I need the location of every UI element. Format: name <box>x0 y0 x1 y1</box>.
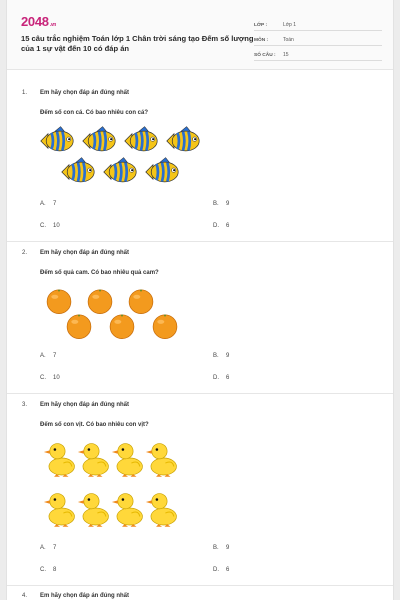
question-text: Đếm số quả cam. Có bao nhiêu quả cam? <box>40 270 159 276</box>
fish-icon <box>165 126 201 156</box>
duck-icon <box>111 487 145 529</box>
question-number: 4. <box>22 593 28 599</box>
answer-option-c[interactable]: C. 10 <box>40 375 60 381</box>
answer-option-a[interactable]: A. 7 <box>40 545 57 551</box>
answer-option-c[interactable]: C. 8 <box>40 567 57 573</box>
orange-icon <box>150 312 180 340</box>
meta-value: Toán <box>283 37 294 43</box>
answer-option-b[interactable]: B. 9 <box>213 545 230 551</box>
answer-option-a[interactable]: A. 7 <box>40 201 57 207</box>
duck-icon <box>145 487 179 529</box>
answer-option-a[interactable]: A. 7 <box>40 353 57 359</box>
duck-icon <box>145 437 179 479</box>
question-prompt: Em hãy chọn đáp án đúng nhất <box>40 90 130 96</box>
fish-icon <box>81 126 117 156</box>
meta-row-subject <box>254 31 382 46</box>
meta-row-grade <box>254 16 382 31</box>
meta-label: MÔN : <box>254 38 269 43</box>
question-divider <box>7 393 394 394</box>
answer-option-c[interactable]: C. 10 <box>40 223 60 229</box>
fish-icon <box>39 126 75 156</box>
worksheet-page <box>6 0 394 600</box>
answer-option-b[interactable]: B. 9 <box>213 201 230 207</box>
orange-icon <box>126 287 156 315</box>
question-prompt: Em hãy chọn đáp án đúng nhất <box>40 593 130 599</box>
question-text: Đếm số con vịt. Có bao nhiêu con vịt? <box>40 422 149 428</box>
worksheet-meta <box>254 16 382 61</box>
fish-icon <box>60 157 96 187</box>
fish-icon <box>144 157 180 187</box>
question-prompt: Em hãy chọn đáp án đúng nhất <box>40 250 130 256</box>
fish-icon <box>102 157 138 187</box>
meta-label: LỚP : <box>254 23 268 28</box>
answer-option-d[interactable]: D. 6 <box>213 375 230 381</box>
worksheet-title: 15 câu trắc nghiệm Toán lớp 1 Chân trời sáng tạo Đếm số lượng của 1 sự vật đến 10 có đáp án <box>21 34 254 53</box>
meta-value: Lớp 1 <box>283 22 297 28</box>
duck-icon <box>43 437 77 479</box>
question-text: Đếm số con cá. Có bao nhiêu con cá? <box>40 110 149 116</box>
worksheet-header <box>7 0 394 70</box>
question-number: 2. <box>22 250 28 256</box>
question-number: 1. <box>22 90 28 96</box>
question-divider <box>7 241 394 242</box>
meta-value: 15 <box>283 52 289 58</box>
orange-icon <box>64 312 94 340</box>
fish-icon <box>123 126 159 156</box>
duck-icon <box>111 437 145 479</box>
orange-icon <box>85 287 115 315</box>
answer-option-d[interactable]: D. 6 <box>213 223 230 229</box>
site-logo[interactable]: 2048.vn <box>21 14 57 29</box>
duck-icon <box>77 487 111 529</box>
answer-option-b[interactable]: B. 9 <box>213 353 230 359</box>
duck-icon <box>77 437 111 479</box>
question-number: 3. <box>22 402 28 408</box>
question-prompt: Em hãy chọn đáp án đúng nhất <box>40 402 130 408</box>
orange-icon <box>107 312 137 340</box>
duck-icon <box>43 487 77 529</box>
question-divider <box>7 585 394 586</box>
orange-icon <box>44 287 74 315</box>
answer-option-d[interactable]: D. 6 <box>213 567 230 573</box>
meta-label: SỐ CÂU : <box>254 53 276 58</box>
meta-row-count <box>254 46 382 61</box>
